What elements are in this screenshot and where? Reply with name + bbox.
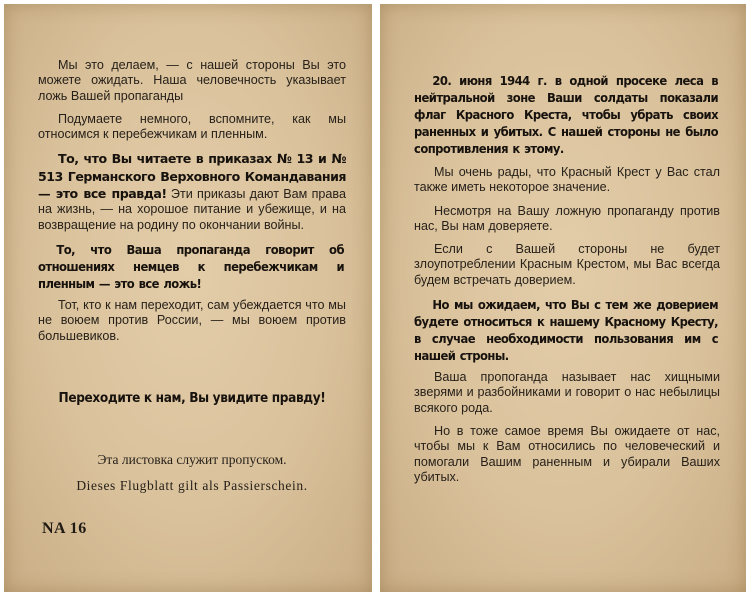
leaflet-right-page (380, 4, 746, 592)
right-paragraph-2: Мы очень рады, что Красный Крест у Вас стал также иметь некоторое значение. (414, 165, 720, 195)
right-paragraph-4: Если с Вашей стороны не будет злоупотреблении Красным Крестом, мы Вас всегда будем встречать доверием. (414, 242, 720, 287)
left-paragraph-1: Мы это делаем, — с нашей стороны Вы это можете ожидать. Наша человечность указывает ложь Вашей пропаганды (38, 58, 346, 103)
right-paragraph-7: Но в тоже самое время Вы ожидаете от нас, чтобы мы к Вам относились по человеческий и помогали Вашим раненным и убирали Ваших убитых. (414, 423, 720, 484)
pass-note-russian: Эта листовка служит пропуском. (97, 451, 287, 467)
left-paragraph-5: Тот, кто к нам переходит, сам убеждается что мы не воюем против России, — мы воюем против большевиков. (38, 297, 346, 343)
orders-rights-text: Эти приказы дают Вам права на жизнь, — на хорошое питание и убежище, и на возвращение на родину по окончании войны. (38, 187, 346, 232)
propaganda-lie-statement: То, что Ваша пропаганда говорит об отношениях немцев к перебежчикам и пленным — это все ложь! (38, 241, 345, 291)
left-paragraph-3 (38, 150, 346, 232)
pass-note-german: Dieses Flugblatt gilt als Passierschein. (76, 477, 308, 493)
call-to-defect-headline: Переходите к нам, Вы увидите правду! (58, 389, 326, 406)
leaflet-left-page (4, 4, 372, 592)
leaflet-code: NA 16 (42, 520, 87, 537)
left-paragraph-2: Подумаете немного, вспомните, как мы относимся к перебежчикам и пленным. (38, 111, 346, 142)
right-paragraph-6: Ваша пропоганда называет нас хищными зверями и разбойниками и говорит о нас небылицы всякого рода. (414, 370, 720, 415)
red-cross-trust-statement: Но мы ожидаем, что Вы с тем же доверием будете относиться к нашему Красному Кресту, в случае необходимости пользования им с нашей строны. (414, 297, 719, 364)
right-paragraph-3: Несмотря на Вашу ложную пропаганду против нас, Вы нам доверяете. (414, 203, 720, 233)
red-cross-incident-paragraph: 20. июня 1944 г. в одной просеке леса в нейтральной зоне Ваши солдаты показали флаг Красного Креста, чтобы убрать своих раненных и убитых. С нашей стороны не было сопротивления к этому. (414, 73, 719, 156)
orders-truth-statement: То, что Вы читаете в приказах № 13 и № 513 Германского Верховного Командавания — это все правда! (38, 151, 346, 202)
